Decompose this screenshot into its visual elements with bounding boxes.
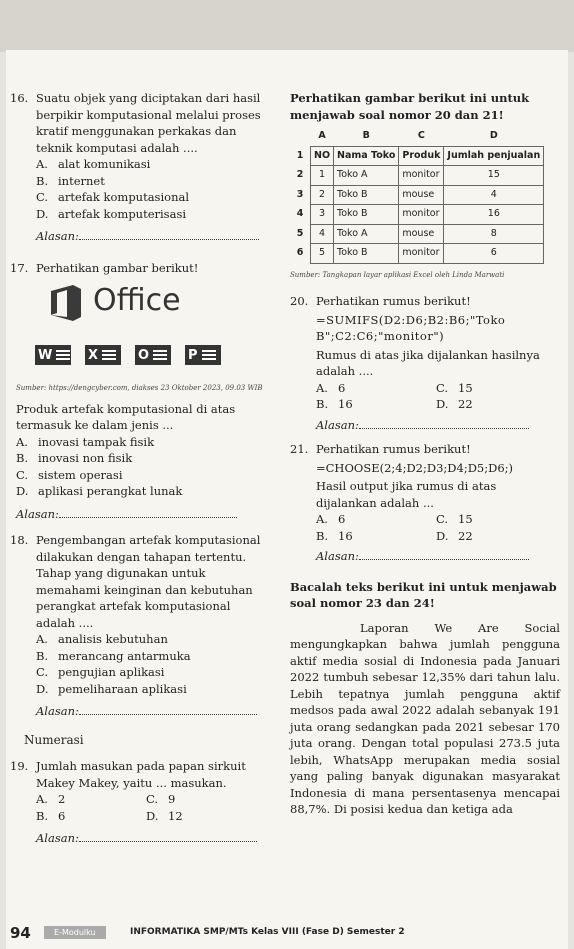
page-top-background xyxy=(0,0,574,52)
question-21 xyxy=(290,441,560,565)
page-number: 94 xyxy=(10,924,31,942)
table-row: 3 2 Toko B mouse 4 xyxy=(290,185,544,205)
option[interactable]: C. 15 xyxy=(436,380,473,395)
option[interactable]: D. 22 xyxy=(436,397,473,411)
question-number: 19. xyxy=(10,759,29,773)
question-text: Perhatikan rumus berikut! xyxy=(316,442,471,456)
question-text: Suatu objek yang diciptakan dari hasil berpikir komputasional melalui proses kratif menggunakan perkakas dan teknik komputasi adalah .... xyxy=(36,91,261,155)
question-number: 18. xyxy=(10,533,29,547)
answer-line[interactable] xyxy=(359,417,529,429)
formula: =SUMIFS(D2:D6;B2:B6;"Toko B";C2:C6;"monitor") xyxy=(316,312,506,343)
question-text: Perhatikan rumus berikut! xyxy=(316,294,471,308)
question-text: Pengembangan artefak komputasional dilakukan dengan tahapan tertentu. Tahap yang digunakan untuk memahami keinginan dan kebutuhan perangkat artefak komputasional adalah .... xyxy=(36,533,261,630)
office-icon xyxy=(45,283,85,323)
excel-table: A B C D 1 NO Nama Toko Produk Jumlah penjualan 2 1 Toko A monitor 15 3 2 Toko B mouse 4 4 3 Toko B monitor 16 5 4 Toko A mouse 8 6 5 Toko B monitor 6 xyxy=(290,127,544,264)
question-text: Perhatikan gambar berikut! xyxy=(36,261,199,275)
instruction: Bacalah teks berikut ini untuk menjawab soal nomor 23 dan 24! xyxy=(290,579,557,610)
option[interactable]: C. artefak komputasional xyxy=(36,190,190,204)
option[interactable]: D. pemeliharaan aplikasi xyxy=(36,681,187,696)
question-number: 20. xyxy=(290,294,309,308)
option[interactable]: B. merancang antarmuka xyxy=(36,648,191,663)
section-heading: Numerasi xyxy=(24,732,84,747)
question-text: Hasil output jika rumus di atas dijalankan adalah ... xyxy=(316,479,497,510)
option[interactable]: A. 6 xyxy=(316,380,346,395)
table-row: 2 1 Toko A monitor 15 xyxy=(290,166,544,186)
book-title: INFORMATIKA SMP/MTs Kelas VIII (Fase D) Semester 2 xyxy=(130,927,405,937)
alasan-label: Alasan: xyxy=(316,417,359,432)
answer-line[interactable] xyxy=(359,548,529,560)
powerpoint-icon: P xyxy=(185,345,221,365)
question-20 xyxy=(290,293,560,433)
option[interactable]: B. 16 xyxy=(316,397,353,411)
table-header-row: 1 NO Nama Toko Produk Jumlah penjualan xyxy=(290,146,544,166)
option[interactable]: A. 6 xyxy=(316,512,346,526)
outlook-icon: O xyxy=(135,345,171,365)
alasan-label: Alasan: xyxy=(316,549,359,563)
left-column-lower xyxy=(10,380,272,847)
question-18 xyxy=(10,532,272,720)
option[interactable]: B. 6 xyxy=(36,808,66,823)
alasan-label: Alasan: xyxy=(36,704,79,718)
answer-line[interactable] xyxy=(79,228,259,240)
alasan-label: Alasan: xyxy=(36,831,79,845)
image-source: Sumber: https://dengcyber.com, diakses 23 Oktober 2023, 09.03 WIB xyxy=(16,384,263,392)
option[interactable]: B. internet xyxy=(36,173,105,188)
question-17 xyxy=(10,260,272,277)
option[interactable]: C. 9 xyxy=(146,792,176,806)
alasan-label: Alasan: xyxy=(16,506,59,521)
instruction: Perhatikan gambar berikut ini untuk menjawab soal nomor 20 dan 21! xyxy=(290,91,530,122)
office-logo xyxy=(45,283,225,323)
reading-passage: Laporan We Are Social mengungkapkan bahwa jumlah pengguna aktif media sosial di Indonesia pada Januari 2022 tumbuh sebesar 12,35% dari tahun lalu. Lebih tepatnya jumlah pengguna aktif medsos pada awal 2022 adalah sebanyak 191 juta orang sedangkan pada 2021 sebesar 170 juta orang. Dengan total populasi 273.5 juta lebih, WhatsApp merupakan media sosial yang paling banyak digunakan masyarakat Indonesia di mana persentasenya mencapai 88,7%. Di posisi kedua dan ketiga ada xyxy=(290,620,560,816)
question-text: Jumlah masukan pada papan sirkuit Makey Makey, yaitu ... masukan. xyxy=(36,759,246,790)
table-row: 5 4 Toko A mouse 8 xyxy=(290,224,544,244)
option[interactable]: A. inovasi tampak fisik xyxy=(16,434,155,449)
option[interactable]: D. 22 xyxy=(436,528,473,543)
option[interactable]: B. inovasi non fisik xyxy=(16,451,133,465)
page-footer xyxy=(0,920,574,949)
option[interactable]: D. artefak komputerisasi xyxy=(36,206,187,221)
question-19 xyxy=(10,758,272,847)
question-text: Produk artefak komputasional di atas termasuk ke dalam jenis ... xyxy=(16,401,236,432)
office-wordmark: Office xyxy=(93,283,181,318)
option[interactable]: A. alat komunikasi xyxy=(36,157,151,171)
table-row: 6 5 Toko B monitor 6 xyxy=(290,244,544,264)
office-apps xyxy=(35,345,221,365)
word-icon: W xyxy=(35,345,71,365)
table-source: Sumber: Tangkapan layar aplikasi Excel oleh Linda Marwati xyxy=(290,270,505,279)
option[interactable]: B. 16 xyxy=(316,528,353,543)
option[interactable]: C. 15 xyxy=(436,512,473,526)
alasan-label: Alasan: xyxy=(36,229,79,243)
formula: =CHOOSE(2;4;D2;D3;D4;D5;D6;) xyxy=(316,460,514,475)
question-text: Rumus di atas jika dijalankan hasilnya adalah .... xyxy=(316,347,540,378)
excel-icon: X xyxy=(85,345,121,365)
table-row: 4 3 Toko B monitor 16 xyxy=(290,205,544,225)
question-number: 16. xyxy=(10,91,29,105)
option[interactable]: D. aplikasi perangkat lunak xyxy=(16,484,183,498)
option[interactable]: C. pengujian aplikasi xyxy=(36,665,165,679)
question-number: 21. xyxy=(290,442,309,456)
answer-line[interactable] xyxy=(59,506,237,518)
answer-line[interactable] xyxy=(79,830,257,842)
question-number: 17. xyxy=(10,261,29,275)
brand-badge: E-Modulku xyxy=(44,926,106,939)
option[interactable]: C. sistem operasi xyxy=(16,467,123,482)
option[interactable]: A. analisis kebutuhan xyxy=(36,632,168,646)
option[interactable]: A. 2 xyxy=(36,792,66,806)
right-column xyxy=(290,90,560,818)
answer-line[interactable] xyxy=(79,703,257,715)
question-16 xyxy=(10,90,272,245)
option[interactable]: D. 12 xyxy=(146,808,183,823)
